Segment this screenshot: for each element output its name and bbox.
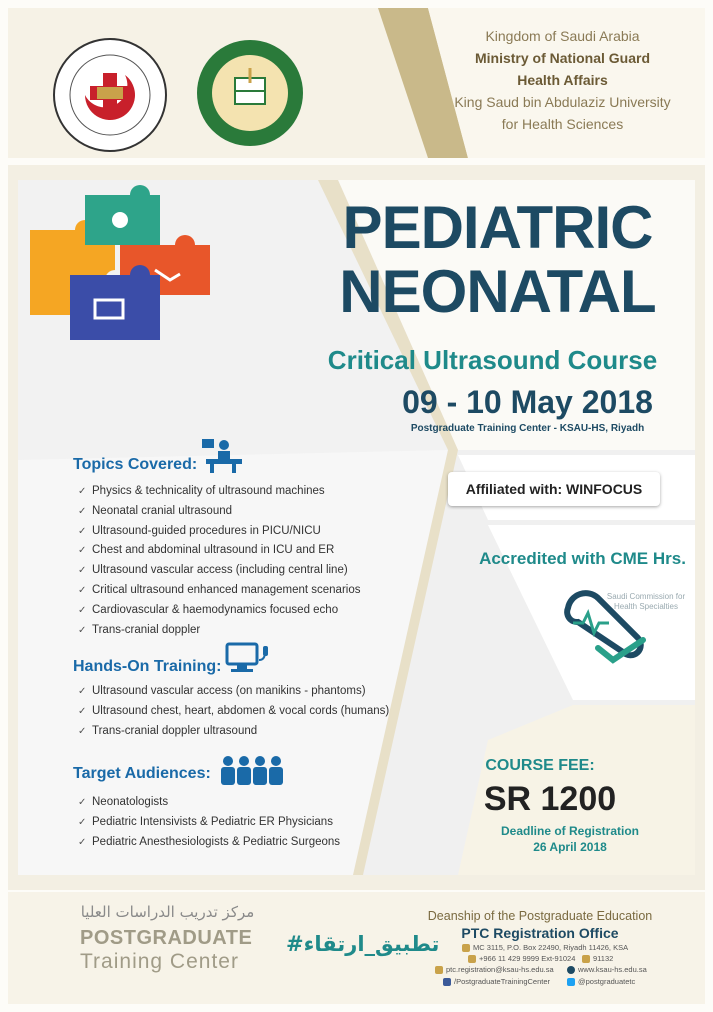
hashtag: #تطبيق_ارتقاء: [286, 932, 440, 956]
topic-text: Chest and abdominal ultrasound in ICU and ER: [92, 544, 335, 557]
deadline-label: Deadline of Registration: [500, 824, 640, 838]
course-title-line2: NEONATAL: [339, 258, 656, 325]
registration-deadline: [480, 823, 660, 855]
check-icon: ✓: [78, 725, 87, 737]
audience-text: Pediatric Intensivists & Pediatric ER Physicians: [92, 815, 333, 828]
list-item: [78, 482, 361, 502]
check-icon: ✓: [78, 505, 87, 517]
hands-on-text: Ultrasound chest, heart, abdomen & vocal cords (humans): [92, 704, 390, 717]
audience-text: Neonatologists: [92, 796, 169, 808]
ptc-name-line2: Training Center: [80, 950, 239, 973]
list-item: [78, 833, 340, 853]
course-venue: Postgraduate Training Center - KSAU-HS, Riyadh: [410, 423, 645, 434]
check-icon: ✓: [78, 486, 87, 497]
course-subtitle: Critical Ultrasound Course: [327, 345, 658, 375]
topic-text: Ultrasound-guided procedures in PICU/NICU: [92, 524, 321, 537]
fax-icon: [582, 955, 590, 963]
course-dates: 09 - 10 May 2018: [402, 384, 653, 420]
audience-text: Pediatric Anesthesiologists & Pediatric Surgeons: [92, 835, 341, 848]
address-text: MC 3115, P.O. Box 22490, Riyadh 11426, KSA: [473, 943, 629, 952]
hands-on-list: [78, 682, 389, 741]
topics-list: [78, 482, 361, 640]
hands-on-heading: Hands-On Training:: [73, 658, 222, 675]
list-item: [78, 621, 361, 641]
list-item: [78, 682, 389, 702]
location-icon: [462, 944, 470, 952]
hands-on-text: Ultrasound vascular access (on manikins - phantoms): [92, 685, 366, 697]
list-item: [78, 813, 340, 833]
fee-label: COURSE FEE:: [485, 757, 595, 774]
cme-title: Accredited with CME Hrs.: [479, 549, 686, 568]
header-line-ministry: Ministry of National Guard: [474, 50, 650, 66]
check-icon: ✓: [78, 797, 87, 808]
contact-fax: [582, 954, 613, 963]
deadline-date: 26 April 2018: [533, 840, 607, 854]
hands-on-text: Trans-cranial doppler ultrasound: [92, 724, 258, 737]
header-line-university-2: for Health Sciences: [501, 116, 624, 132]
registration-office-title: PTC Registration Office: [461, 925, 619, 941]
list-item: [78, 601, 361, 621]
check-icon: ✓: [78, 545, 87, 557]
website-text: www.ksau-hs.edu.sa: [578, 965, 647, 974]
ultrasound-exam-icon: [200, 437, 244, 480]
topic-text: Physics & technicality of ultrasound machines: [92, 485, 325, 497]
header-line-health-affairs: Health Affairs: [517, 72, 608, 88]
list-item: [78, 541, 361, 561]
ptc-arabic-name: مركز تدريب الدراسات العليا: [80, 903, 255, 921]
list-item: [78, 793, 340, 813]
email-text: ptc.registration@ksau-hs.edu.sa: [446, 965, 554, 974]
check-icon: ✓: [78, 686, 87, 697]
check-icon: ✓: [78, 624, 87, 636]
monitor-icon: [225, 642, 273, 683]
list-item: [78, 502, 361, 522]
fee-amount: SR 1200: [483, 780, 617, 818]
audiences-list: [78, 793, 340, 852]
topic-text: Cardiovascular & haemodynamics focused echo: [92, 603, 339, 616]
check-icon: ✓: [78, 836, 87, 848]
check-icon: ✓: [78, 565, 87, 577]
check-icon: ✓: [78, 705, 87, 717]
facebook-text: /PostgraduateTrainingCenter: [454, 977, 551, 986]
check-icon: ✓: [78, 584, 87, 596]
topic-text: Ultrasound vascular access (including central line): [92, 564, 348, 577]
course-title-line1: PEDIATRIC: [342, 194, 653, 261]
topic-text: Trans-cranial doppler: [92, 623, 201, 636]
list-item: [78, 702, 389, 722]
contact-address: [462, 943, 628, 952]
topic-text: Neonatal cranial ultrasound: [92, 504, 233, 517]
email-icon: [435, 966, 443, 974]
contact-website[interactable]: [567, 965, 647, 974]
contact-facebook[interactable]: [443, 977, 550, 986]
list-item: [78, 581, 361, 601]
scfhs-logo-text: Saudi Commission for Health Specialties: [606, 592, 686, 611]
topic-text: Critical ultrasound enhanced management scenarios: [92, 583, 361, 596]
header-titles: [430, 25, 695, 135]
phone-icon: [468, 955, 476, 963]
audiences-heading: Target Audiences:: [73, 765, 211, 782]
globe-icon: [567, 966, 575, 974]
people-group-icon: [218, 753, 286, 792]
ministry-logo: [45, 35, 175, 155]
deanship-title: Deanship of the Postgraduate Education: [427, 909, 653, 923]
header-line-university: King Saud bin Abdulaziz University: [454, 94, 671, 110]
twitter-text: @postgraduatetc: [578, 977, 636, 986]
check-icon: ✓: [78, 816, 87, 828]
list-item: [78, 722, 389, 742]
ptc-name-line1: POSTGRADUATE: [80, 927, 253, 949]
check-icon: ✓: [78, 525, 87, 537]
affiliation-text: Affiliated with: WINFOCUS: [465, 481, 643, 497]
twitter-icon: [567, 978, 575, 986]
phone-text: +966 11 429 9999 Ext-91024: [479, 954, 576, 963]
fax-text: 91132: [593, 954, 614, 963]
affiliation-box: [448, 472, 660, 506]
check-icon: ✓: [78, 604, 87, 616]
header-line-kingdom: Kingdom of Saudi Arabia: [485, 28, 640, 44]
university-logo: [195, 38, 305, 148]
contact-phone: [468, 954, 575, 963]
contact-email[interactable]: [435, 965, 554, 974]
facebook-icon: [443, 978, 451, 986]
list-item: [78, 561, 361, 581]
list-item: [78, 522, 361, 542]
puzzle-graphic: [25, 185, 225, 350]
contact-twitter[interactable]: [567, 977, 635, 986]
topics-heading: Topics Covered:: [73, 456, 198, 473]
